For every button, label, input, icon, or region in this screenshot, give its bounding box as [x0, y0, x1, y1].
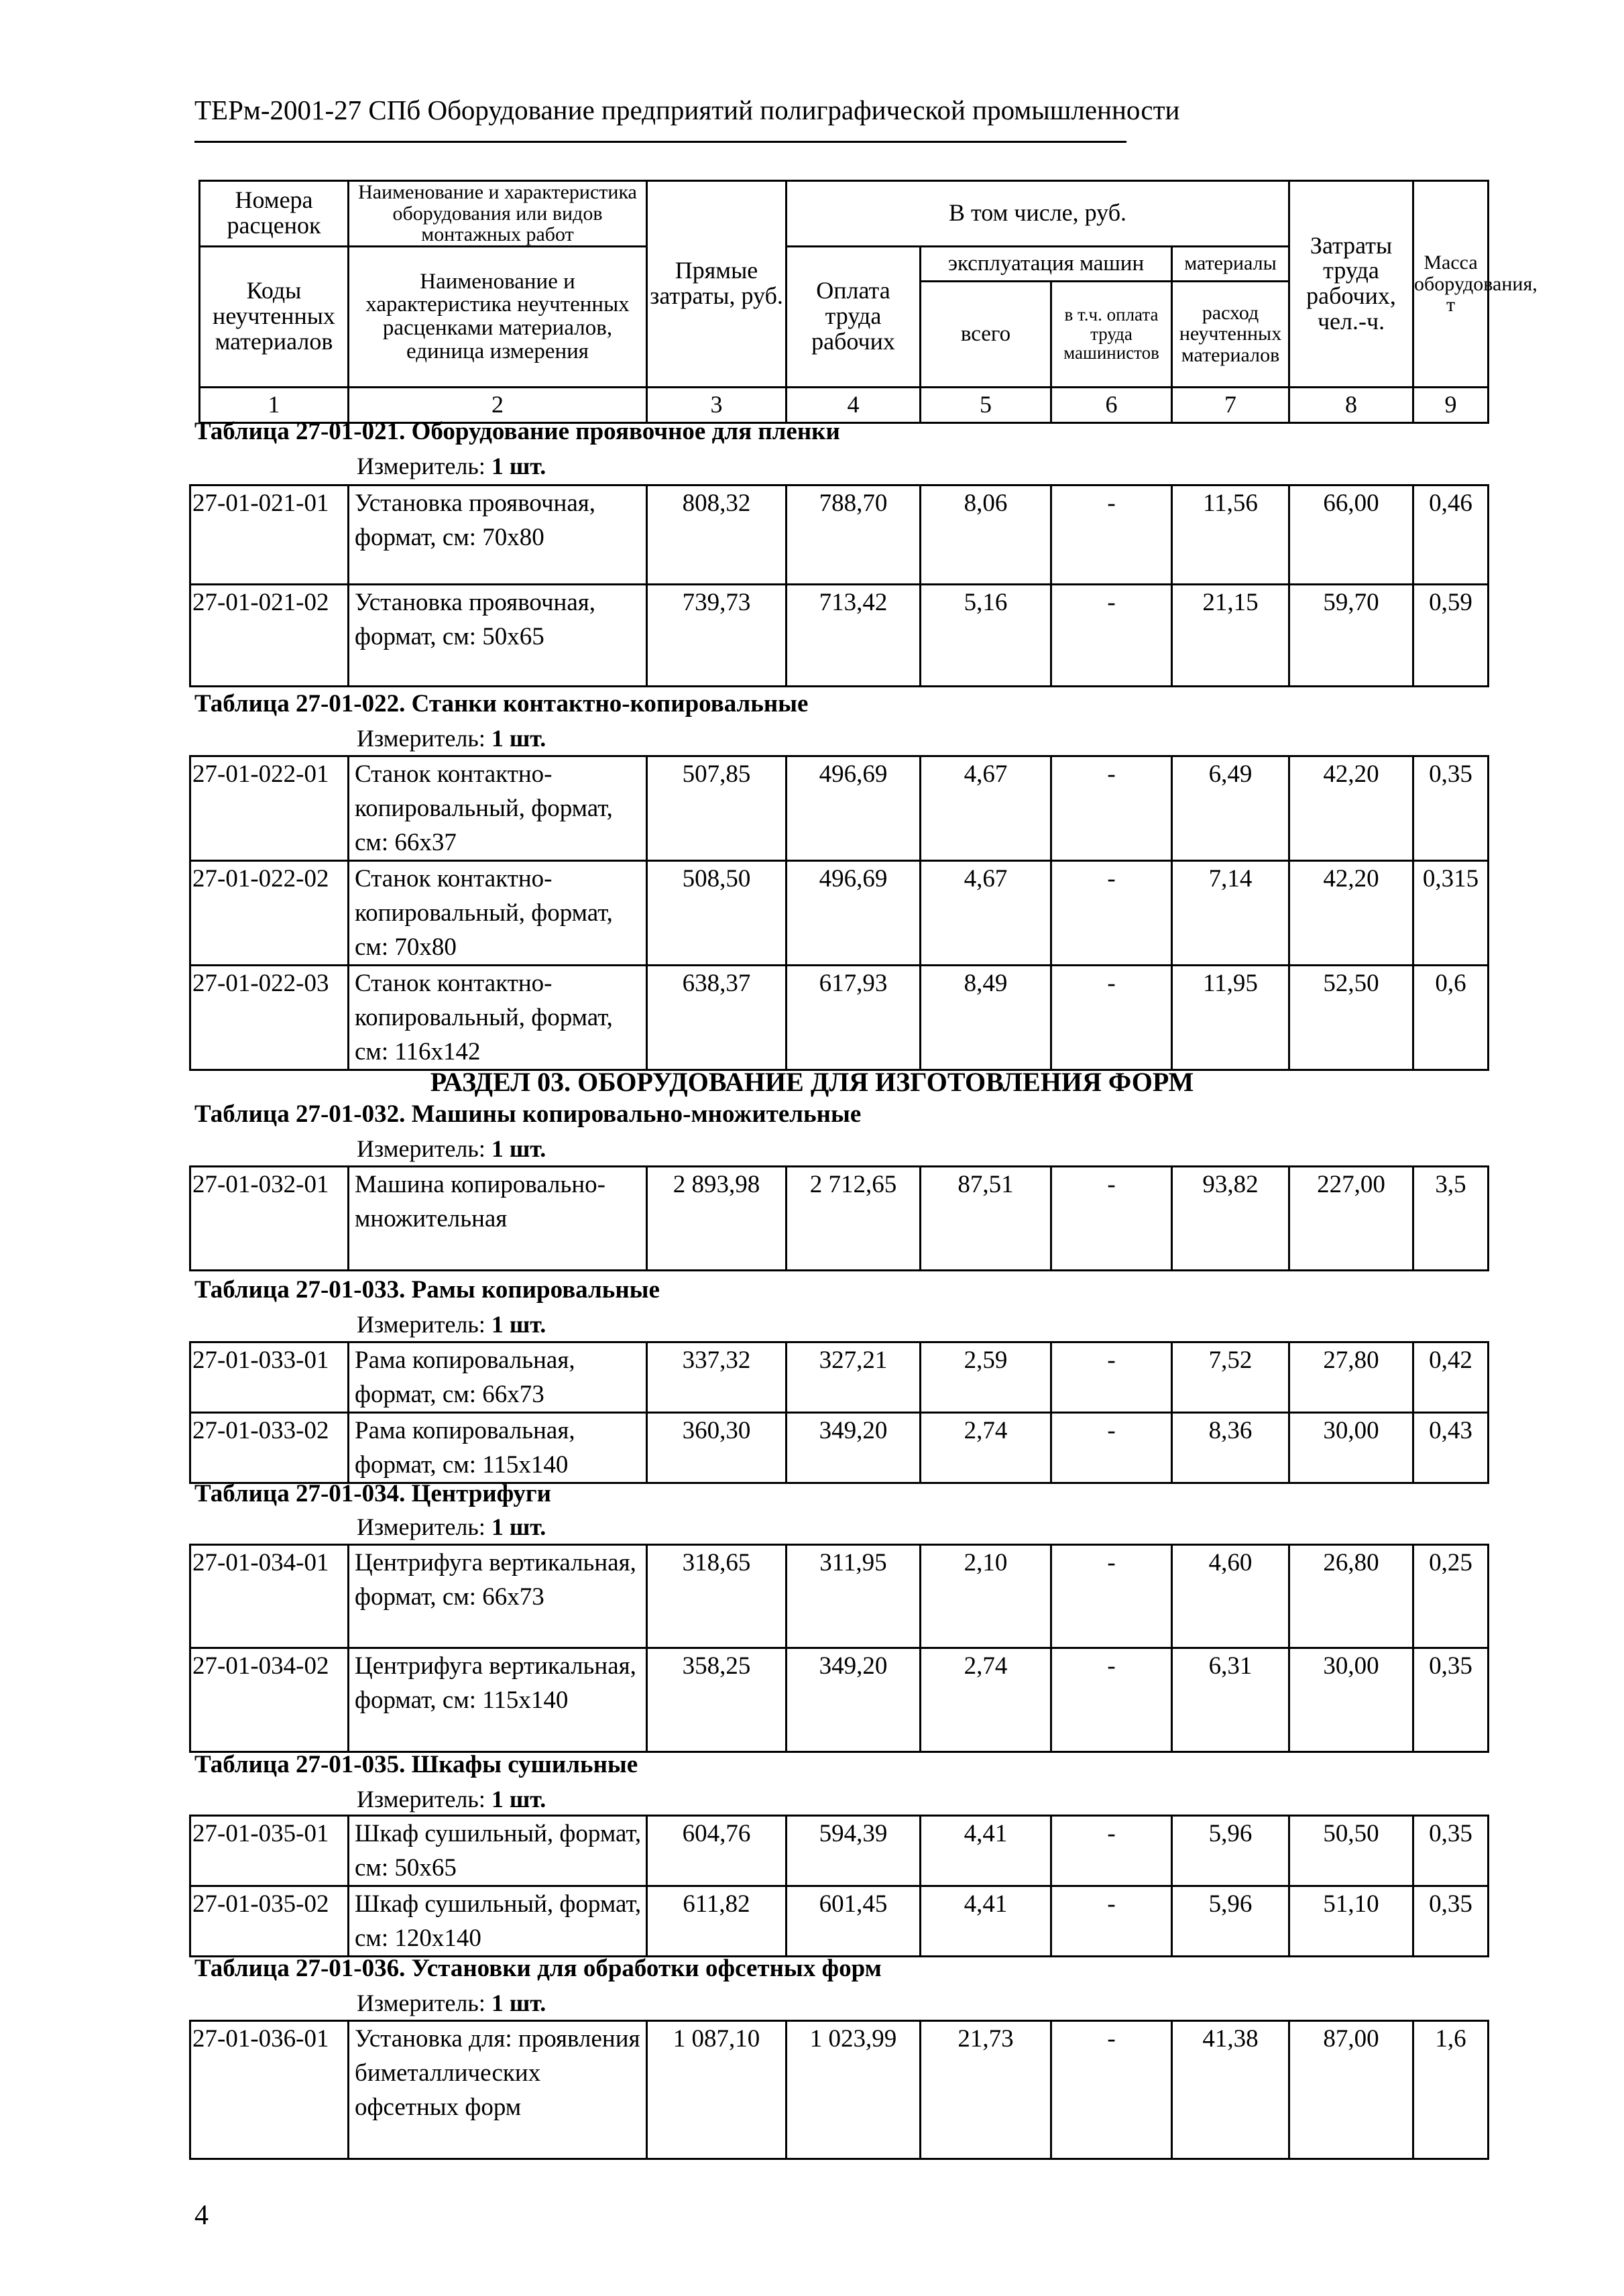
table-row: [190, 2021, 1489, 2159]
machine-total: 2,59: [921, 1342, 1051, 1413]
measure-label: Измеритель:: [357, 453, 485, 479]
table-row: [190, 861, 1489, 966]
measure-value: 1 шт.: [491, 1786, 546, 1813]
table-caption: Таблица 27-01-021. Оборудование проявочное для пленки: [194, 418, 840, 445]
machinist-pay: -: [1051, 756, 1172, 861]
rates-table: [189, 1544, 1489, 1753]
header-direct-costs: Прямые затраты, руб.: [647, 181, 787, 388]
header-material-consumption: расход неучтенных материалов: [1172, 281, 1289, 387]
materials: 5,96: [1172, 1816, 1289, 1886]
table-caption: Таблица 27-01-033. Рамы копировальные: [194, 1276, 660, 1304]
machinist-pay: -: [1051, 1545, 1172, 1648]
labor-hours: 30,00: [1289, 1413, 1413, 1483]
machine-total: 5,16: [921, 585, 1051, 687]
measure-value: 1 шт.: [491, 1990, 546, 2016]
measure-line: [357, 1513, 546, 1541]
rate-name: Машина копировально-множительная: [349, 1167, 647, 1271]
equipment-mass: 0,35: [1413, 1816, 1489, 1886]
machine-total: 4,41: [921, 1816, 1051, 1886]
direct-costs: 358,25: [647, 1648, 787, 1752]
table-row: [190, 1342, 1489, 1413]
header-worker-pay: Оплата труда рабочих: [787, 246, 921, 387]
worker-pay: 349,20: [787, 1648, 921, 1752]
equipment-mass: 1,6: [1413, 2021, 1489, 2159]
labor-hours: 30,00: [1289, 1648, 1413, 1752]
equipment-mass: 0,315: [1413, 861, 1489, 966]
header-rule: [194, 141, 1126, 143]
measure-line: [357, 1135, 546, 1163]
table-caption: Таблица 27-01-022. Станки контактно-копировальные: [194, 690, 809, 718]
machine-total: 4,67: [921, 861, 1051, 966]
materials: 5,96: [1172, 1886, 1289, 1957]
measure-label: Измеритель:: [357, 1311, 485, 1338]
labor-hours: 42,20: [1289, 861, 1413, 966]
header-work-name: Наименование и характеристика оборудования или видов монтажных работ: [349, 181, 647, 247]
machinist-pay: -: [1051, 1816, 1172, 1886]
measure-line: [357, 452, 546, 480]
labor-hours: 42,20: [1289, 756, 1413, 861]
measure-line: [357, 1310, 546, 1338]
header-material-codes: Коды неучтенных материалов: [200, 246, 349, 387]
header-materials: материалы: [1172, 246, 1289, 281]
worker-pay: 2 712,65: [787, 1167, 921, 1271]
header-labor-hours: Затраты труда рабочих, чел.-ч.: [1289, 181, 1413, 388]
direct-costs: 337,32: [647, 1342, 787, 1413]
rate-code: 27-01-022-03: [190, 966, 349, 1070]
equipment-mass: 0,59: [1413, 585, 1489, 687]
rate-name: Центрифуга вертикальная, формат, см: 115х140: [349, 1648, 647, 1752]
header-equipment-mass: Масса оборудования, т: [1413, 181, 1489, 388]
table-row: [190, 966, 1489, 1070]
materials: 21,15: [1172, 585, 1289, 687]
column-header-table: [198, 180, 1538, 424]
rates-table: [189, 1341, 1489, 1484]
materials: 6,31: [1172, 1648, 1289, 1752]
worker-pay: 788,70: [787, 485, 921, 585]
rate-name: Шкаф сушильный, формат, см: 50х65: [349, 1816, 647, 1886]
rate-code: 27-01-021-02: [190, 585, 349, 687]
machine-total: 8,49: [921, 966, 1051, 1070]
rate-code: 27-01-033-01: [190, 1342, 349, 1413]
direct-costs: 1 087,10: [647, 2021, 787, 2159]
rate-code: 27-01-036-01: [190, 2021, 349, 2159]
rate-code: 27-01-021-01: [190, 485, 349, 585]
header-machine-operation: эксплуатация машин: [921, 246, 1172, 281]
labor-hours: 66,00: [1289, 485, 1413, 585]
machine-total: 4,41: [921, 1886, 1051, 1957]
equipment-mass: 0,42: [1413, 1342, 1489, 1413]
equipment-mass: 0,6: [1413, 966, 1489, 1070]
measure-label: Измеритель:: [357, 725, 485, 752]
equipment-mass: 0,35: [1413, 756, 1489, 861]
direct-costs: 604,76: [647, 1816, 787, 1886]
worker-pay: 496,69: [787, 861, 921, 966]
machine-total: 21,73: [921, 2021, 1051, 2159]
rates-table: [189, 755, 1489, 1071]
equipment-mass: 0,43: [1413, 1413, 1489, 1483]
rate-code: 27-01-022-01: [190, 756, 349, 861]
machine-total: 4,67: [921, 756, 1051, 861]
table-caption: Таблица 27-01-035. Шкафы сушильные: [194, 1751, 638, 1778]
rate-name: Установка для: проявления биметаллических офсетных форм: [349, 2021, 647, 2159]
machine-total: 2,74: [921, 1413, 1051, 1483]
rate-code: 27-01-034-01: [190, 1545, 349, 1648]
rate-name: Установка проявочная, формат, см: 50х65: [349, 585, 647, 687]
worker-pay: 713,42: [787, 585, 921, 687]
rate-name: Установка проявочная, формат, см: 70х80: [349, 485, 647, 585]
machinist-pay: -: [1051, 585, 1172, 687]
measure-label: Измеритель:: [357, 1990, 485, 2016]
materials: 41,38: [1172, 2021, 1289, 2159]
measure-line: [357, 1989, 546, 2017]
machinist-pay: -: [1051, 966, 1172, 1070]
table-row: [190, 1167, 1489, 1271]
rate-code: 27-01-022-02: [190, 861, 349, 966]
machinist-pay: -: [1051, 1886, 1172, 1957]
rate-name: Рама копировальная, формат, см: 66х73: [349, 1342, 647, 1413]
machinist-pay: -: [1051, 485, 1172, 585]
direct-costs: 739,73: [647, 585, 787, 687]
worker-pay: 349,20: [787, 1413, 921, 1483]
header-material-name: Наименование и характеристика неучтенных расценками материалов, единица измерения: [349, 246, 647, 387]
worker-pay: 311,95: [787, 1545, 921, 1648]
machinist-pay: -: [1051, 861, 1172, 966]
header-including: В том числе, руб.: [787, 181, 1289, 247]
materials: 93,82: [1172, 1167, 1289, 1271]
machinist-pay: -: [1051, 2021, 1172, 2159]
worker-pay: 594,39: [787, 1816, 921, 1886]
table-row: [190, 1545, 1489, 1648]
rate-code: 27-01-032-01: [190, 1167, 349, 1271]
worker-pay: 601,45: [787, 1886, 921, 1957]
equipment-mass: 3,5: [1413, 1167, 1489, 1271]
table-row: [190, 756, 1489, 861]
machine-total: 2,10: [921, 1545, 1051, 1648]
table-row: [190, 1648, 1489, 1752]
measure-label: Измеритель:: [357, 1786, 485, 1813]
rates-table: [189, 1815, 1489, 1957]
rate-code: 27-01-035-02: [190, 1886, 349, 1957]
labor-hours: 227,00: [1289, 1167, 1413, 1271]
labor-hours: 51,10: [1289, 1886, 1413, 1957]
table-row: [190, 585, 1489, 687]
worker-pay: 496,69: [787, 756, 921, 861]
worker-pay: 1 023,99: [787, 2021, 921, 2159]
direct-costs: 507,85: [647, 756, 787, 861]
table-caption: Таблица 27-01-036. Установки для обработки офсетных форм: [194, 1955, 882, 1982]
table-row: [190, 485, 1489, 585]
column-number-row: 1 2 3 4 5 6 7 8 9: [200, 387, 1489, 422]
page-number: 4: [194, 2200, 209, 2231]
machinist-pay: -: [1051, 1648, 1172, 1752]
table-row: [190, 1886, 1489, 1957]
header-machine-total: всего: [921, 281, 1051, 387]
equipment-mass: 0,35: [1413, 1648, 1489, 1752]
direct-costs: 611,82: [647, 1886, 787, 1957]
materials: 7,52: [1172, 1342, 1289, 1413]
header-rate-numbers: Номера расценок: [200, 181, 349, 247]
measure-value: 1 шт.: [491, 725, 546, 752]
machinist-pay: -: [1051, 1413, 1172, 1483]
measure-value: 1 шт.: [491, 453, 546, 479]
rates-table: [189, 1165, 1489, 1271]
rates-table: [189, 2020, 1489, 2160]
rate-code: 27-01-033-02: [190, 1413, 349, 1483]
measure-line: [357, 1785, 546, 1813]
rates-table: [189, 484, 1489, 687]
labor-hours: 87,00: [1289, 2021, 1413, 2159]
labor-hours: 50,50: [1289, 1816, 1413, 1886]
labor-hours: 26,80: [1289, 1545, 1413, 1648]
materials: 11,95: [1172, 966, 1289, 1070]
header-machinist-pay: в т.ч. оплата труда машинистов: [1051, 281, 1172, 387]
direct-costs: 318,65: [647, 1545, 787, 1648]
rate-name: Шкаф сушильный, формат, см: 120х140: [349, 1886, 647, 1957]
table-caption: Таблица 27-01-034. Центрифуги: [194, 1480, 551, 1507]
materials: 4,60: [1172, 1545, 1289, 1648]
measure-line: [357, 724, 546, 752]
equipment-mass: 0,35: [1413, 1886, 1489, 1957]
rate-name: Станок контактно-копировальный, формат, см: 66х37: [349, 756, 647, 861]
worker-pay: 327,21: [787, 1342, 921, 1413]
equipment-mass: 0,46: [1413, 485, 1489, 585]
machinist-pay: -: [1051, 1342, 1172, 1413]
direct-costs: 638,37: [647, 966, 787, 1070]
labor-hours: 59,70: [1289, 585, 1413, 687]
labor-hours: 27,80: [1289, 1342, 1413, 1413]
direct-costs: 808,32: [647, 485, 787, 585]
direct-costs: 360,30: [647, 1413, 787, 1483]
document-header: ТЕРм-2001-27 СПб Оборудование предприятий полиграфической промышленности: [194, 95, 1180, 125]
equipment-mass: 0,25: [1413, 1545, 1489, 1648]
table-row: [190, 1413, 1489, 1483]
labor-hours: 52,50: [1289, 966, 1413, 1070]
machine-total: 2,74: [921, 1648, 1051, 1752]
machine-total: 8,06: [921, 485, 1051, 585]
materials: 7,14: [1172, 861, 1289, 966]
measure-value: 1 шт.: [491, 1311, 546, 1338]
materials: 11,56: [1172, 485, 1289, 585]
direct-costs: 2 893,98: [647, 1167, 787, 1271]
machine-total: 87,51: [921, 1167, 1051, 1271]
materials: 6,49: [1172, 756, 1289, 861]
machinist-pay: -: [1051, 1167, 1172, 1271]
section-heading: РАЗДЕЛ 03. ОБОРУДОВАНИЕ ДЛЯ ИЗГОТОВЛЕНИЯ ФОРМ: [430, 1067, 1194, 1097]
measure-value: 1 шт.: [491, 1513, 546, 1540]
rate-name: Станок контактно-копировальный, формат, см: 70х80: [349, 861, 647, 966]
measure-label: Измеритель:: [357, 1135, 485, 1162]
direct-costs: 508,50: [647, 861, 787, 966]
rate-name: Станок контактно-копировальный, формат, см: 116х142: [349, 966, 647, 1070]
rate-name: Рама копировальная, формат, см: 115х140: [349, 1413, 647, 1483]
table-caption: Таблица 27-01-032. Машины копировально-множительные: [194, 1100, 862, 1128]
rate-name: Центрифуга вертикальная, формат, см: 66х73: [349, 1545, 647, 1648]
materials: 8,36: [1172, 1413, 1289, 1483]
measure-value: 1 шт.: [491, 1135, 546, 1162]
rate-code: 27-01-034-02: [190, 1648, 349, 1752]
rate-code: 27-01-035-01: [190, 1816, 349, 1886]
measure-label: Измеритель:: [357, 1513, 485, 1540]
worker-pay: 617,93: [787, 966, 921, 1070]
table-row: [190, 1816, 1489, 1886]
